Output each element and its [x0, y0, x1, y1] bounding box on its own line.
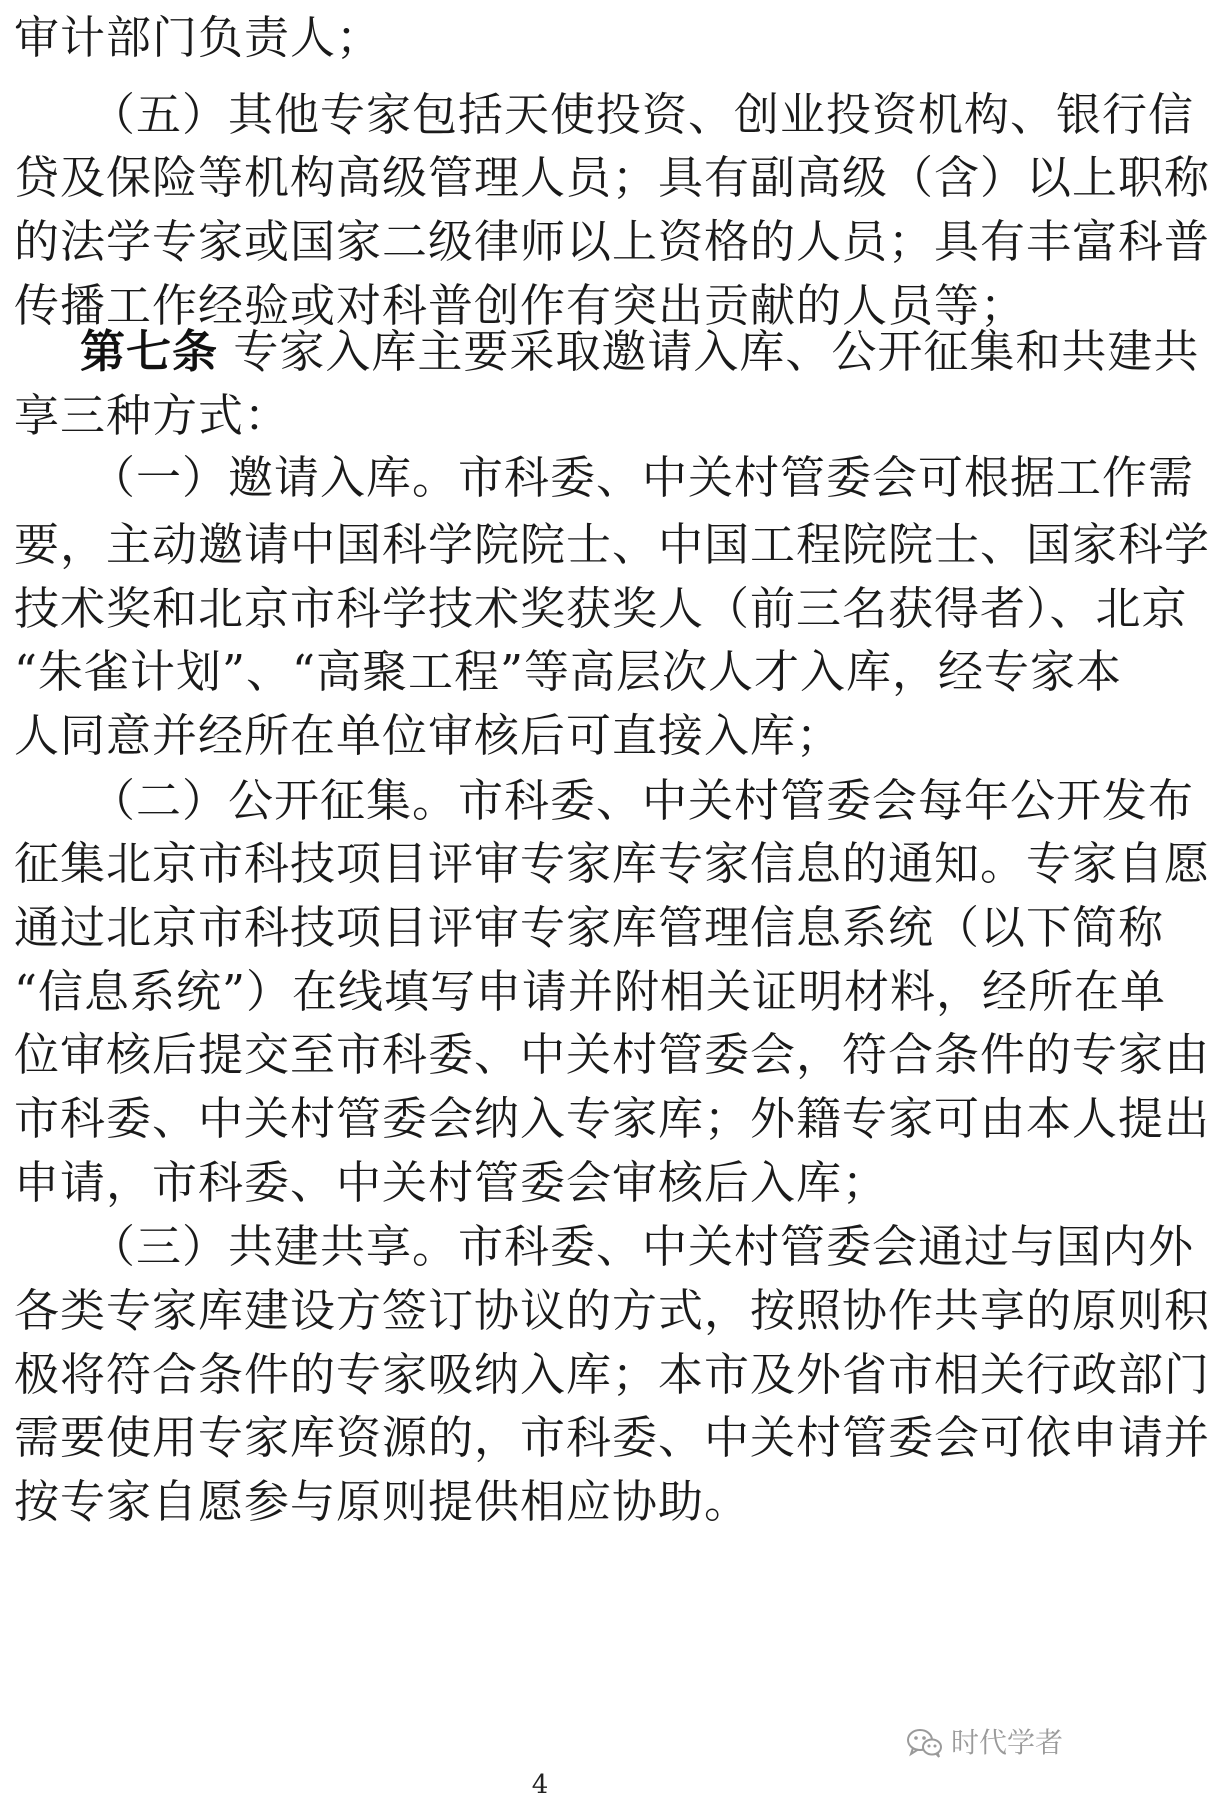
- text-line: 需要使用专家库资源的，市科委、中关村管委会可依申请并: [14, 1411, 1210, 1464]
- text-line: 要，主动邀请中国科学院院士、中国工程院院士、国家科学: [14, 518, 1210, 571]
- text-line: 通过北京市科技项目评审专家库管理信息系统（以下简称: [14, 901, 1165, 954]
- text-line: 按专家自愿参与原则提供相应协助。: [14, 1475, 751, 1528]
- text-line: 征集北京市科技项目评审专家库专家信息的通知。专家自愿: [14, 837, 1210, 890]
- text-line: 贷及保险等机构高级管理人员；具有副高级（含）以上职称: [14, 151, 1210, 204]
- text-line: （五）其他专家包括天使投资、创业投资机构、银行信: [90, 88, 1195, 141]
- watermark: [905, 1725, 1063, 1761]
- text-line: 极将符合条件的专家吸纳入库；本市及外省市相关行政部门: [14, 1348, 1210, 1401]
- article-heading-line: 第七条 专家入库主要采取邀请入库、公开征集和共建共: [80, 325, 1200, 378]
- page-number: 4: [531, 1770, 549, 1800]
- text-line: 各类专家库建设方签订协议的方式，按照协作共享的原则积: [14, 1284, 1210, 1337]
- text-line: 享三种方式：: [14, 389, 291, 442]
- text-line: （三）共建共享。市科委、中关村管委会通过与国内外: [90, 1220, 1195, 1273]
- text-line: 申请，市科委、中关村管委会审核后入库；: [14, 1156, 889, 1209]
- text-line: 的法学专家或国家二级律师以上资格的人员；具有丰富科普: [14, 215, 1210, 268]
- text-line: 审计部门负责人；: [14, 11, 383, 64]
- text-line: 位审核后提交至市科委、中关村管委会，符合条件的专家由: [14, 1028, 1210, 1081]
- watermark-label: 时代学者: [951, 1726, 1064, 1759]
- text-line: 市科委、中关村管委会纳入专家库；外籍专家可由本人提出: [14, 1092, 1210, 1145]
- text-line: 人同意并经所在单位审核后可直接入库；: [14, 709, 843, 762]
- wechat-icon: [905, 1727, 945, 1759]
- text-line: 传播工作经验或对科普创作有突出贡献的人员等；: [14, 279, 1027, 332]
- text-line: “朱雀计划”、“高聚工程”等高层次人才入库，经专家本: [14, 645, 1123, 698]
- text-line: （二）公开征集。市科委、中关村管委会每年公开发布: [90, 774, 1195, 827]
- article-number: 第七条: [80, 325, 219, 378]
- text-line: 技术奖和北京市科学技术奖获奖人（前三名获得者）、北京: [14, 582, 1188, 635]
- text-line: “信息系统”）在线填写申请并附相关证明材料，经所在单: [14, 965, 1167, 1018]
- text-line: （一）邀请入库。市科委、中关村管委会可根据工作需: [90, 451, 1195, 504]
